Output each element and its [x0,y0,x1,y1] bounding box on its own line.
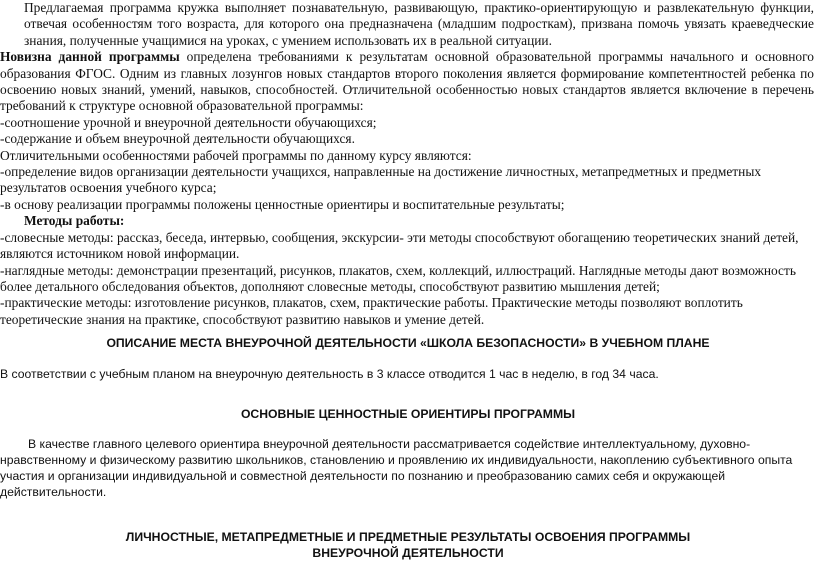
list-item: -в основу реализации программы положены ценностные ориентиры и воспитательные результаты; [0,196,565,212]
list-item: -содержание и объем внеурочной деятельности обучающихся. [0,131,355,147]
novelty-paragraph [0,49,814,115]
list-item: -определение видов организации деятельности учащихся, направленные на достижение личностных, метапредметных и предметных результатов освоения учебного курса; [0,164,762,196]
section-heading-results [0,529,816,561]
results-heading-line1: ЛИЧНОСТНЫЕ, МЕТАПРЕДМЕТНЫЕ И ПРЕДМЕТНЫЕ РЕЗУЛЬТАТЫ ОСВОЕНИЯ ПРОГРАММЫ [125,530,691,544]
study-plan-text: В соответствии с учебным планом на внеурочную деятельность в 3 классе отводится 1 час в неделю, в год 34 часа. [0,367,659,381]
methods-label: Методы работы: [24,213,125,229]
section-heading-place: ОПИСАНИЕ МЕСТА ВНЕУРОЧНОЙ ДЕЯТЕЛЬНОСТИ «ШКОЛА БЕЗОПАСНОСТИ» В УЧЕБНОМ ПЛАНЕ [106,336,710,350]
distinct-features-text: Отличительными особенностями рабочей программы по данному курсу являются: [0,147,472,163]
section-heading-values: ОСНОВНЫЕ ЦЕННОСТНЫЕ ОРИЕНТИРЫ ПРОГРАММЫ [240,407,576,421]
method-visual: -наглядные методы: демонстрации презентаций, рисунков, плакатов, схем, коллекций, иллюстраций. Наглядные методы дают возможность более детального обследования объектов, дополняют словесные методы, способствуют развитию мышления детей; [0,262,796,294]
list-item: -соотношение урочной и внеурочной деятельности обучающихся; [0,114,377,130]
novelty-text: определена требованиями к результатам основной образовательной программы начального и основного образования ФГОС. Одним из главных лозунгов новых стандартов второго поколения является формирование компетентностей ребенка по освоению новых знаний, умений, навыков, способностей. Отличительной особенностью новых стандартов является включение в перечень требований к структуре основной образовательной программы: [0,49,814,114]
values-paragraph: В качестве главного целевого ориентира внеурочной деятельности рассматривается содействие интеллектуальному, духовно-нравственному и физическому развитию школьников, становлению и проявлению их индивидуальности, накоплению субъективного опыта участия и организации индивидуальной и совместной деятельности по познанию и преобразованию самих себя и окружающей действительности. [0,437,793,499]
novelty-label: Новизна данной программы [0,49,180,65]
method-verbal: -словесные методы: рассказ, беседа, интервью, сообщения, экскурсии- эти методы способствуют обогащению теоретических знаний детей, являются источником новой информации. [0,229,799,262]
intro-paragraph: Предлагаемая программа кружка выполняет познавательную, развивающую, практико-ориентирующую и развлекательную функции, отвечая особенностям того возраста, для которого она предназначена (младшим подросткам), призвана помочь увязать краеведческие знания, полученные учащимися на уроках, с умением использовать их в реальной ситуации. [24,0,814,48]
results-heading-line2: ВНЕУРОЧНОЙ ДЕЯТЕЛЬНОСТИ [312,546,504,560]
method-practical: -практические методы: изготовление рисунков, плакатов, схем, практические работы. Практические методы позволяют воплотить теоретические знания на практике, способствуют развитию навыков и умение детей. [0,295,743,327]
